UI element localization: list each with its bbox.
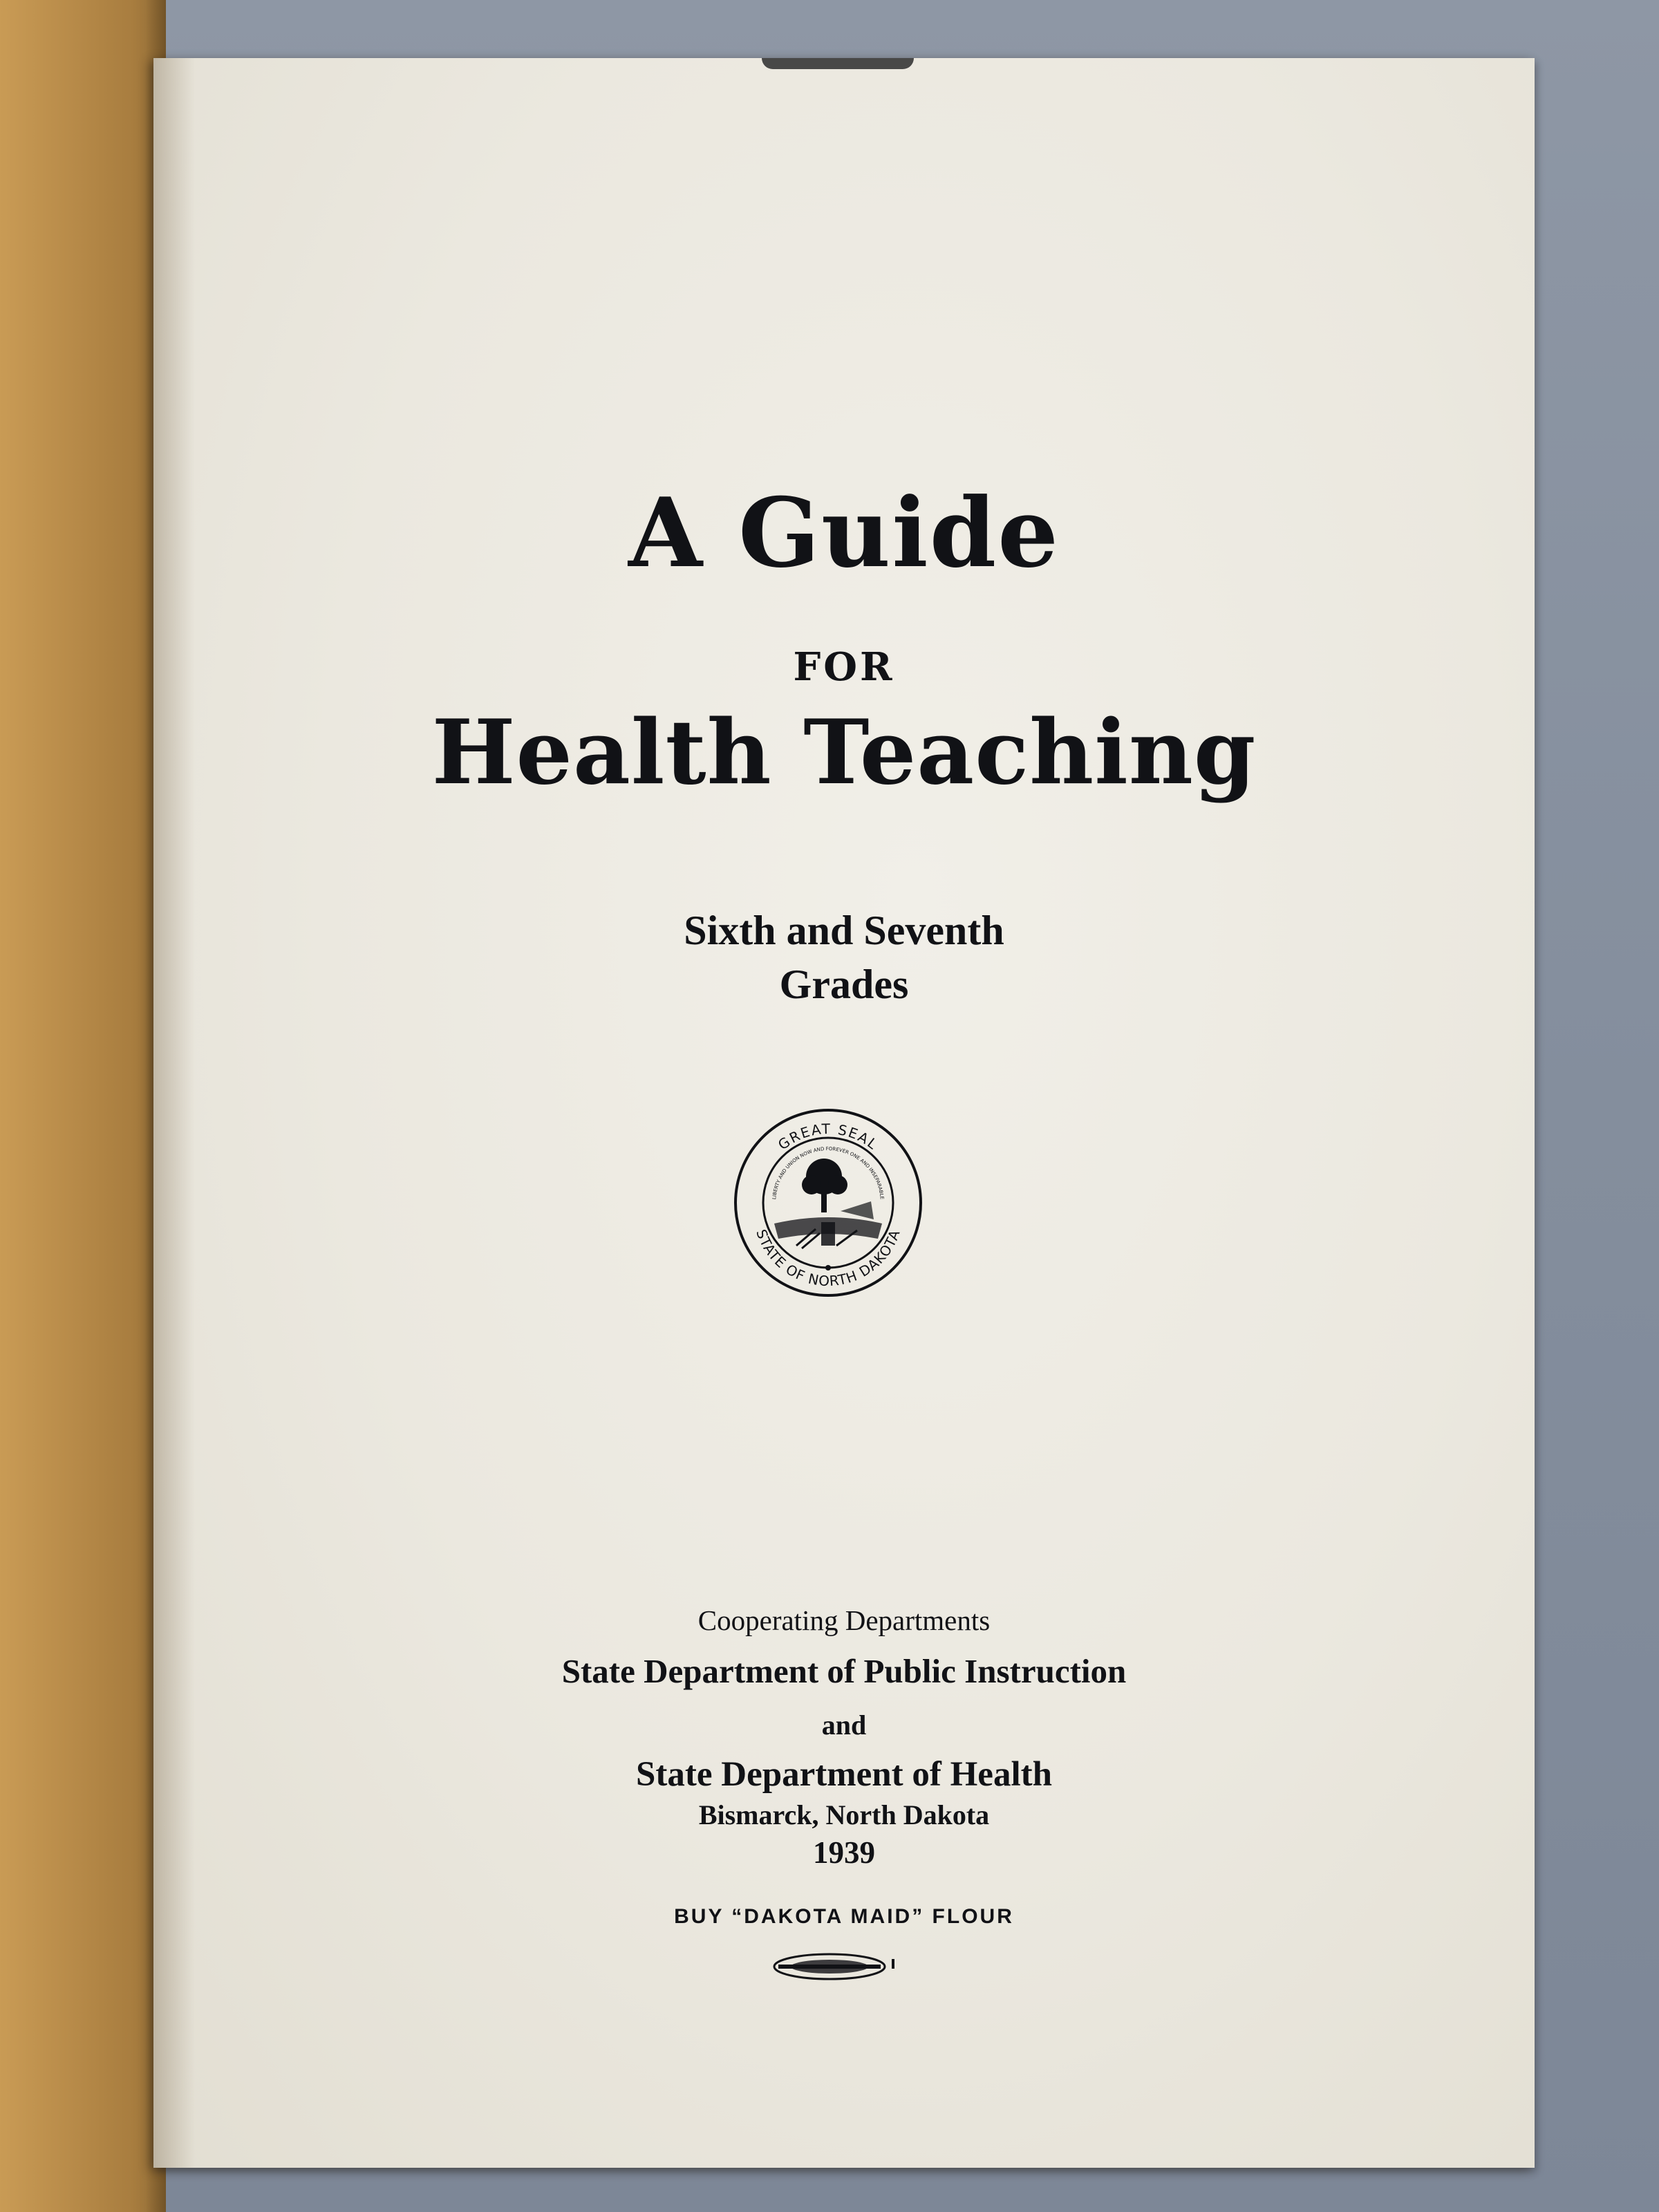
cooperating-label: Cooperating Departments — [697, 1604, 991, 1636]
title-line-3: Health Teaching — [431, 701, 1257, 805]
title-page-content — [153, 58, 1535, 2168]
department-1: State Department of Public Instruction — [561, 1652, 1127, 1690]
grades-line-1: Sixth and Seventh — [684, 908, 1004, 953]
state-seal-icon — [733, 1107, 924, 1298]
seal-motto: LIBERTY AND UNION NOW AND FOREVER ONE AND INSEPARABLE — [771, 1145, 885, 1200]
seal-bottom-text: STATE OF NORTH DAKOTA — [753, 1227, 903, 1290]
title-page — [153, 58, 1535, 2168]
flour-advertisement: BUY “DAKOTA MAID” FLOUR — [674, 1905, 1014, 1928]
seal-outer-text: GREAT SEAL — [775, 1120, 882, 1154]
union-label-icon — [769, 1949, 900, 1984]
grades-line-2: Grades — [779, 962, 909, 1007]
back-cover — [0, 0, 166, 2212]
title-line-1: A Guide — [628, 476, 1060, 589]
publication-year: 1939 — [813, 1835, 875, 1870]
conjunction: and — [821, 1709, 867, 1741]
department-2: State Department of Health — [636, 1755, 1052, 1794]
location: Bismarck, North Dakota — [698, 1799, 990, 1830]
title-line-2: FOR — [793, 644, 895, 690]
